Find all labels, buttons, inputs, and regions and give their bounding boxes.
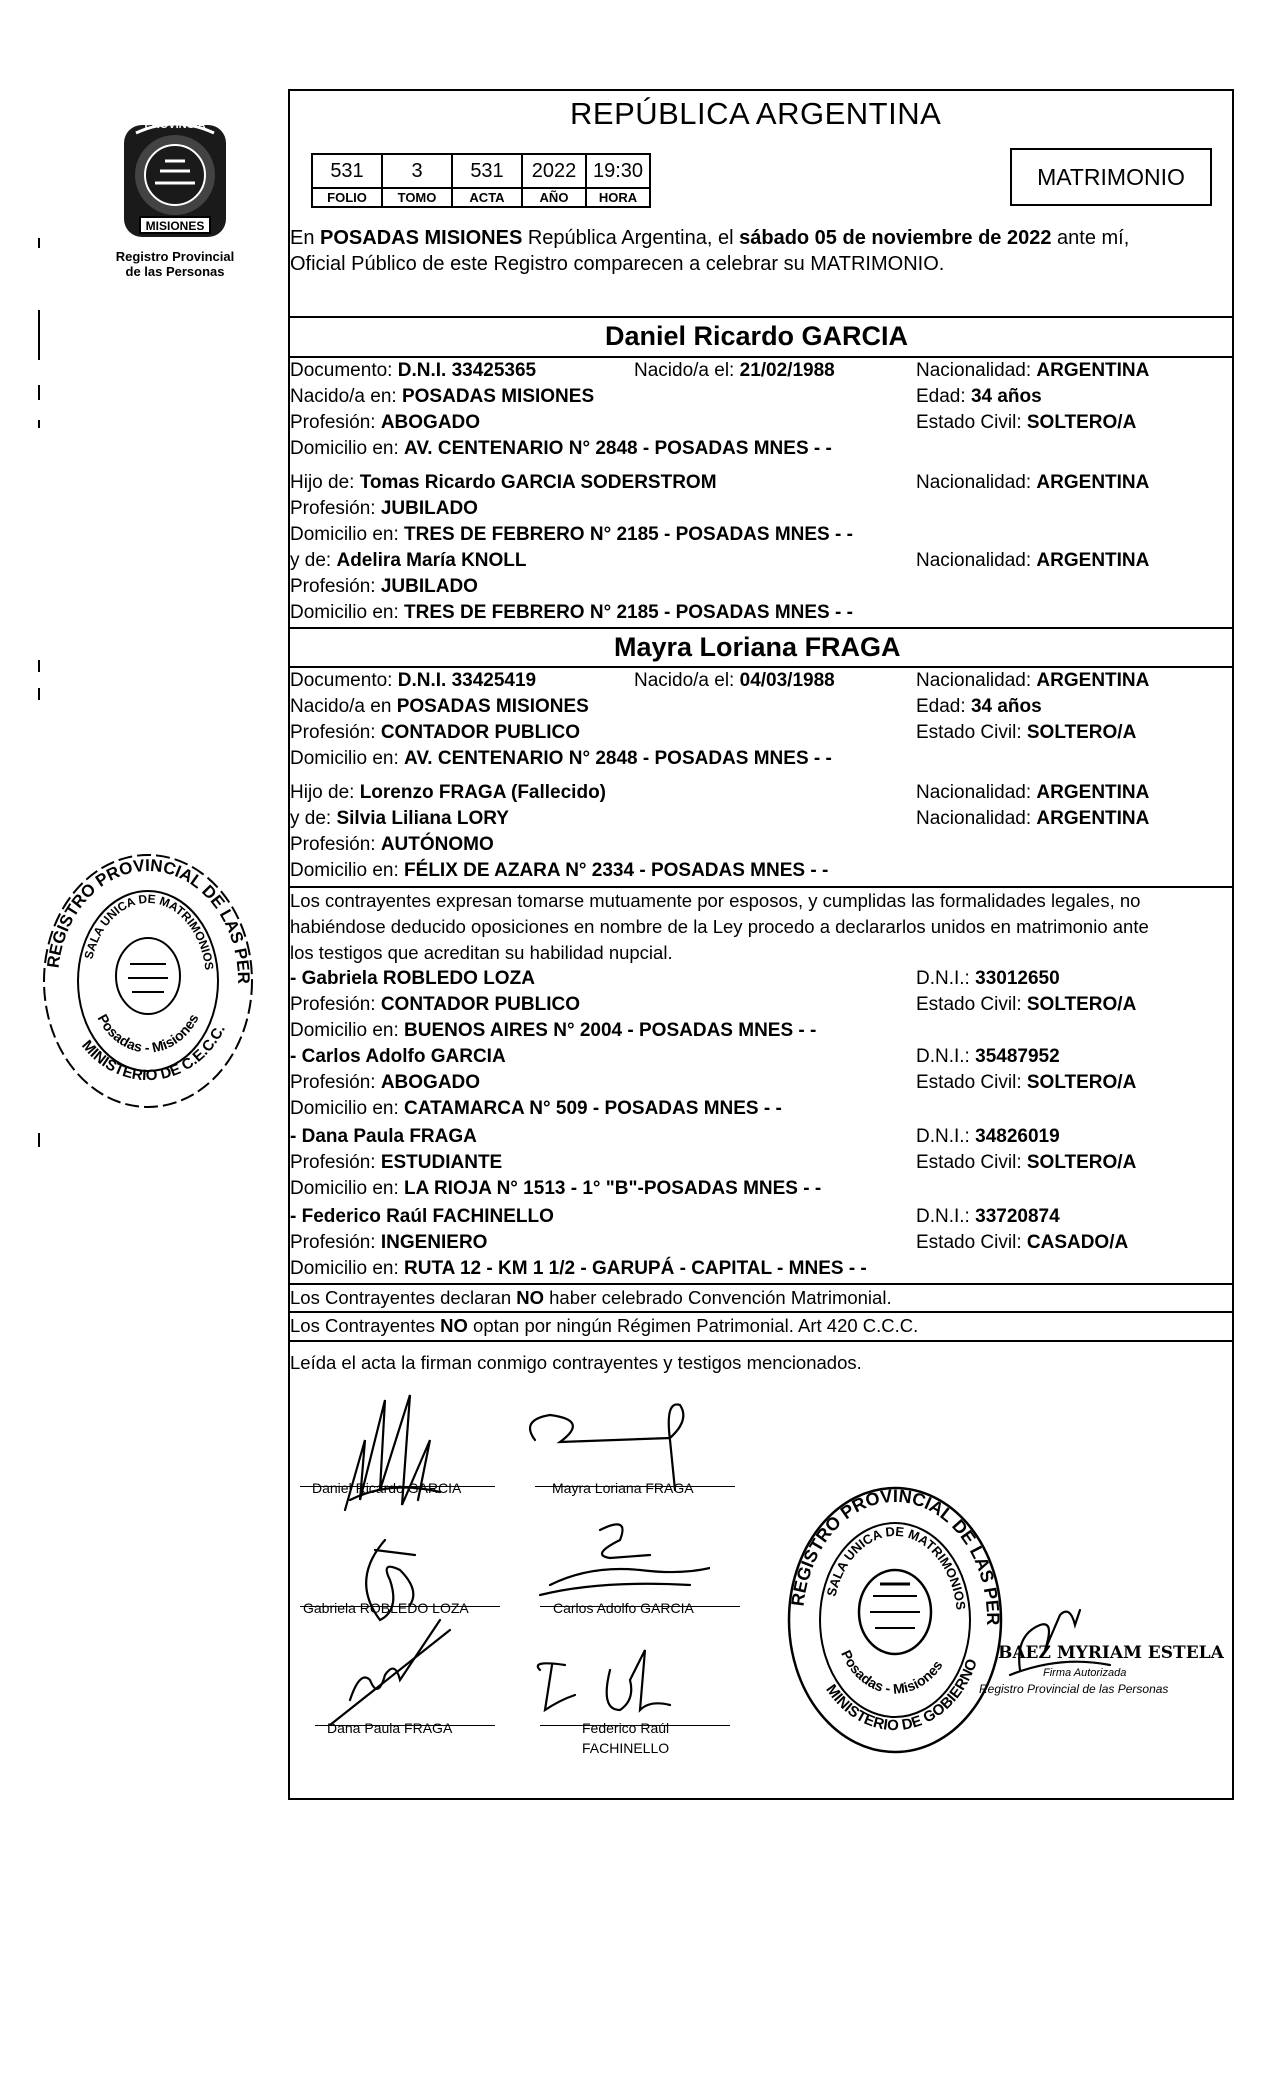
bride-civil-status: Estado Civil: SOLTERO/A xyxy=(916,722,1137,743)
groom-profession: Profesión: ABOGADO xyxy=(290,412,481,433)
groom-mother-profession: Profesión: JUBILADO xyxy=(290,576,478,597)
witness-address: Domicilio en: CATAMARCA N° 509 - POSADAS MNES - - xyxy=(290,1098,782,1119)
intro-line-1: En POSADAS MISIONES República Argentina, el sábado 05 de noviembre de 2022 ante mí, xyxy=(290,227,1130,249)
witness-profession: Profesión: ABOGADO xyxy=(290,1072,481,1093)
logo-lettering-misiones: MISIONES xyxy=(145,219,205,233)
bride-father-nationality: Nacionalidad: ARGENTINA xyxy=(916,782,1150,803)
bride-mother-address: Domicilio en: FÉLIX DE AZARA N° 2334 - POSADAS MNES - - xyxy=(290,860,829,881)
registry-data-table xyxy=(311,153,651,208)
signature-gabriela-label: Gabriela ROBLEDO LOZA xyxy=(303,1600,469,1616)
left-seal-outer-text: REGISTRO PROVINCIAL DE LAS PER xyxy=(43,855,254,985)
witness-address: Domicilio en: RUTA 12 - KM 1 1/2 - GARUPÁ - CAPITAL - MNES - - xyxy=(290,1258,867,1279)
bride-document: Documento: D.N.I. 33425419 xyxy=(290,670,537,691)
signature-mayra-label: Mayra Loriana FRAGA xyxy=(552,1480,694,1496)
bride-father: Hijo de: Lorenzo FRAGA (Fallecido) xyxy=(290,782,606,803)
folio-value: 531 xyxy=(312,154,382,188)
record-type-box: MATRIMONIO xyxy=(1010,148,1212,206)
bride-mother: y de: Silvia Liliana LORY xyxy=(290,808,509,829)
groom-civil-status: Estado Civil: SOLTERO/A xyxy=(916,412,1137,433)
left-seal-inner-text: SALA UNICA DE MATRIMONIOS xyxy=(81,891,217,971)
officer-title: Firma Autorizada xyxy=(1043,1667,1127,1679)
margin-mark xyxy=(38,385,40,400)
witness-name: - Federico Raúl FACHINELLO xyxy=(290,1206,554,1227)
groom-mother-nationality: Nacionalidad: ARGENTINA xyxy=(916,550,1150,571)
bride-birthplace: Nacido/a en POSADAS MISIONES xyxy=(290,696,589,717)
left-seal-city-text: Posadas - Misiones xyxy=(94,1011,202,1056)
signature-federico-label-1: Federico Raúl xyxy=(582,1720,670,1736)
groom-father: Hijo de: Tomas Ricardo GARCIA SODERSTROM xyxy=(290,472,717,493)
declaration-line-2: habiéndose deducido oposiciones en nombre de la Ley procedo a declararlos unidos en matrimonio ante xyxy=(290,916,1149,937)
witness-civil-status: Estado Civil: SOLTERO/A xyxy=(916,1072,1137,1093)
year-value: 2022 xyxy=(522,154,586,188)
divider xyxy=(288,356,1234,358)
groom-age: Edad: 34 años xyxy=(916,386,1042,407)
tomo-value: 3 xyxy=(382,154,452,188)
divider xyxy=(288,666,1234,668)
bride-nationality: Nacionalidad: ARGENTINA xyxy=(916,670,1150,691)
official-seal-bottom-text: MINISTERIO DE GOBIERNO xyxy=(822,1656,981,1735)
signature-carlos-label: Carlos Adolfo GARCIA xyxy=(553,1600,694,1616)
regime-note: Los Contrayentes NO optan por ningún Régimen Patrimonial. Art 420 C.C.C. xyxy=(290,1315,919,1336)
logo-caption-line2: de las Personas xyxy=(125,264,225,279)
bride-birthdate: Nacido/a el: 04/03/1988 xyxy=(634,670,835,691)
closing-note: Leída el acta la firman conmigo contrayentes y testigos mencionados. xyxy=(290,1352,862,1373)
groom-mother: y de: Adelira María KNOLL xyxy=(290,550,527,571)
left-seal-bottom-text: MINISTERIO DE C.E.C.C. xyxy=(78,1022,229,1085)
bride-mother-nationality: Nacionalidad: ARGENTINA xyxy=(916,808,1150,829)
bride-mother-profession: Profesión: AUTÓNOMO xyxy=(290,834,494,855)
groom-father-profession: Profesión: JUBILADO xyxy=(290,498,478,519)
witness-name: - Gabriela ROBLEDO LOZA xyxy=(290,968,535,989)
tomo-label: TOMO xyxy=(382,188,452,207)
witness-civil-status: Estado Civil: CASADO/A xyxy=(916,1232,1129,1253)
hour-label: HORA xyxy=(586,188,650,207)
acta-value: 531 xyxy=(452,154,522,188)
left-margin-seal xyxy=(38,846,258,1116)
margin-mark xyxy=(38,420,40,428)
witness-profession: Profesión: CONTADOR PUBLICO xyxy=(290,994,580,1015)
bride-age: Edad: 34 años xyxy=(916,696,1042,717)
margin-mark xyxy=(38,1133,40,1147)
intro-line-2: Oficial Público de este Registro comparecen a celebrar su MATRIMONIO. xyxy=(290,253,945,275)
logo-caption-line1: Registro Provincial xyxy=(115,249,235,264)
groom-name: Daniel Ricardo GARCIA xyxy=(605,321,909,351)
groom-birthplace: Nacido/a en: POSADAS MISIONES xyxy=(290,386,595,407)
registry-logo xyxy=(110,113,240,248)
divider xyxy=(288,886,1234,888)
witness-dni: D.N.I.: 34826019 xyxy=(916,1126,1060,1147)
groom-address: Domicilio en: AV. CENTENARIO N° 2848 - POSADAS MNES - - xyxy=(290,438,832,459)
bride-address: Domicilio en: AV. CENTENARIO N° 2848 - POSADAS MNES - - xyxy=(290,748,832,769)
signature-federico-label-2: FACHINELLO xyxy=(582,1740,670,1756)
official-seal-outer-text: REGISTRO PROVINCIAL DE LAS PER xyxy=(787,1485,1004,1626)
witness-address: Domicilio en: BUENOS AIRES N° 2004 - POSADAS MNES - - xyxy=(290,1020,817,1041)
witness-profession: Profesión: ESTUDIANTE xyxy=(290,1152,503,1173)
signature-daniel-label: Daniel Ricardo GARCIA xyxy=(312,1480,462,1496)
official-seal-inner-text: SALA UNICA DE MATRIMONIOS xyxy=(823,1523,969,1611)
witness-name: - Carlos Adolfo GARCIA xyxy=(290,1046,506,1067)
divider xyxy=(288,316,1234,318)
signature-scribbles xyxy=(290,1380,710,1740)
witness-name: - Dana Paula FRAGA xyxy=(290,1126,477,1147)
witness-dni: D.N.I.: 35487952 xyxy=(916,1046,1060,1067)
witness-profession: Profesión: INGENIERO xyxy=(290,1232,488,1253)
declaration-line-1: Los contrayentes expresan tomarse mutuamente por esposos, y cumplidas las formalidades legales, no xyxy=(290,890,1141,911)
logo-lettering-province: PROVINCIA xyxy=(144,119,206,131)
witness-civil-status: Estado Civil: SOLTERO/A xyxy=(916,994,1137,1015)
divider xyxy=(288,1283,1234,1285)
signature-dana-label: Dana Paula FRAGA xyxy=(327,1720,453,1736)
witness-dni: D.N.I.: 33720874 xyxy=(916,1206,1060,1227)
divider xyxy=(288,1311,1234,1313)
convention-note: Los Contrayentes declaran NO haber celebrado Convención Matrimonial. xyxy=(290,1287,892,1308)
groom-birthdate: Nacido/a el: 21/02/1988 xyxy=(634,360,835,381)
witness-dni: D.N.I.: 33012650 xyxy=(916,968,1060,989)
witness-address: Domicilio en: LA RIOJA N° 1513 - 1° "B"-POSADAS MNES - - xyxy=(290,1178,822,1199)
divider xyxy=(288,627,1234,629)
groom-nationality: Nacionalidad: ARGENTINA xyxy=(916,360,1150,381)
bride-profession: Profesión: CONTADOR PUBLICO xyxy=(290,722,580,743)
country-title: REPÚBLICA ARGENTINA xyxy=(570,96,942,131)
official-seal-city-text: Posadas - Misiones xyxy=(838,1647,946,1697)
groom-father-address: Domicilio en: TRES DE FEBRERO N° 2185 - POSADAS MNES - - xyxy=(290,524,853,545)
logo-caption xyxy=(100,249,250,279)
margin-mark xyxy=(38,310,40,360)
witness-civil-status: Estado Civil: SOLTERO/A xyxy=(916,1152,1137,1173)
officer-registry: Registro Provincial de las Personas xyxy=(979,1682,1169,1696)
folio-label: FOLIO xyxy=(312,188,382,207)
margin-mark xyxy=(38,660,40,672)
officer-name: BAEZ MYRIAM ESTELA xyxy=(998,1643,1224,1663)
bride-name: Mayra Loriana FRAGA xyxy=(614,632,901,662)
groom-document: Documento: D.N.I. 33425365 xyxy=(290,360,537,381)
hour-value: 19:30 xyxy=(586,154,650,188)
declaration-line-3: los testigos que acreditan su habilidad nupcial. xyxy=(290,942,673,963)
acta-label: ACTA xyxy=(452,188,522,207)
groom-father-nationality: Nacionalidad: ARGENTINA xyxy=(916,472,1150,493)
official-seal xyxy=(785,1480,1005,1760)
year-label: AÑO xyxy=(522,188,586,207)
margin-mark xyxy=(38,238,40,248)
divider xyxy=(288,1340,1234,1342)
margin-mark xyxy=(38,688,40,700)
groom-mother-address: Domicilio en: TRES DE FEBRERO N° 2185 - POSADAS MNES - - xyxy=(290,602,853,623)
